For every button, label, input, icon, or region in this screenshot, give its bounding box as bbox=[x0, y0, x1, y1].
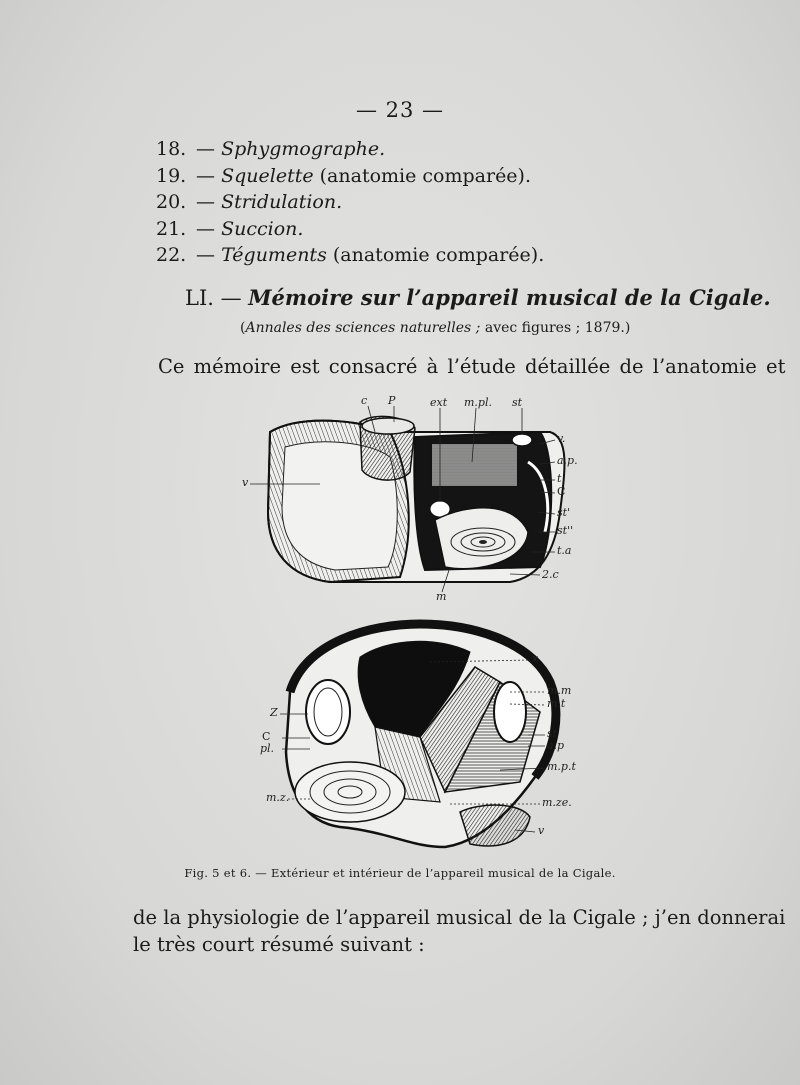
text-line: le très court résumé suivant : bbox=[133, 933, 425, 956]
text-line: de la physiologie de l’appareil musical de la Cigale ; j’en donnerai bbox=[133, 906, 786, 929]
figure-label: m bbox=[436, 590, 447, 603]
item-dash: — bbox=[196, 164, 216, 187]
figure-label: m.t bbox=[547, 697, 566, 710]
citation bbox=[240, 320, 630, 336]
item-note: (anatomie comparée). bbox=[332, 244, 545, 266]
figure-caption: Fig. 5 et 6. — Extérieur et intérieur de l’appareil musical de la Cigale. bbox=[184, 866, 616, 880]
figure-illustration bbox=[210, 392, 640, 862]
paragraph-start: Ce mémoire est consacré à l’étude détaillée de l’anatomie et bbox=[158, 355, 786, 378]
list-item bbox=[156, 242, 544, 269]
section-number: LI. — bbox=[185, 286, 242, 310]
figure-label: v bbox=[242, 476, 249, 489]
figure-label: m.z. bbox=[266, 791, 290, 804]
figure-label: st' bbox=[557, 506, 571, 519]
figure-label: ext bbox=[430, 396, 448, 409]
figure-label: C bbox=[262, 730, 271, 743]
figure-label: x bbox=[532, 652, 539, 665]
figure-label: st bbox=[547, 727, 558, 740]
item-title: Succion. bbox=[221, 217, 304, 240]
figure-label: v. bbox=[557, 432, 566, 445]
citation-open: ( bbox=[240, 320, 246, 336]
list-item bbox=[156, 163, 544, 190]
list-item bbox=[156, 216, 544, 243]
item-dash: — bbox=[196, 244, 216, 266]
figure-label: m.p.t bbox=[547, 760, 576, 773]
citation-journal: Annales des sciences naturelles ; bbox=[245, 320, 481, 336]
item-note: (anatomie comparée). bbox=[319, 164, 532, 187]
citation-details: avec figures ; 1879.) bbox=[480, 320, 631, 336]
figure-label: a.p. bbox=[557, 454, 578, 467]
item-dash: — bbox=[196, 191, 216, 213]
figure-label: t.a bbox=[557, 544, 572, 557]
item-number: 21. bbox=[156, 217, 187, 240]
section-heading bbox=[185, 285, 771, 310]
item-number: 18. bbox=[156, 138, 187, 160]
list-item bbox=[156, 189, 544, 216]
figure-label: a.p bbox=[547, 739, 565, 752]
figure-label: st bbox=[512, 396, 523, 409]
figure-6 bbox=[280, 624, 556, 847]
figure-label: Z bbox=[270, 706, 278, 719]
item-title: Téguments bbox=[221, 244, 327, 266]
list-item bbox=[156, 136, 544, 163]
section-title: Mémoire sur l’appareil musical de la Cigale. bbox=[248, 285, 771, 310]
paragraph-continued bbox=[133, 904, 786, 958]
figure-label: t. bbox=[557, 472, 565, 485]
item-dash: — bbox=[196, 217, 216, 240]
item-dash: — bbox=[196, 138, 216, 160]
index-list bbox=[156, 136, 544, 269]
figure-label: m.m bbox=[547, 684, 572, 697]
figure-label: st'' bbox=[557, 524, 574, 537]
figure-label: v bbox=[538, 824, 545, 837]
figure-label: 2.c bbox=[542, 568, 559, 581]
figure-5 bbox=[250, 406, 564, 592]
page-number: — 23 — bbox=[355, 98, 445, 122]
item-number: 19. bbox=[156, 164, 187, 187]
item-number: 20. bbox=[156, 191, 187, 213]
figure-label: m.pl. bbox=[464, 396, 492, 409]
item-title: Sphygmographe. bbox=[221, 138, 386, 160]
item-title: Stridulation. bbox=[221, 191, 343, 213]
figure-label: m.ze. bbox=[542, 796, 572, 809]
figure-label: c bbox=[361, 394, 368, 407]
figure-label: pl. bbox=[260, 742, 275, 755]
item-title: Squelette bbox=[221, 164, 314, 187]
figure-label: C bbox=[557, 485, 566, 498]
item-number: 22. bbox=[156, 244, 187, 266]
figure-label: P bbox=[388, 394, 396, 407]
